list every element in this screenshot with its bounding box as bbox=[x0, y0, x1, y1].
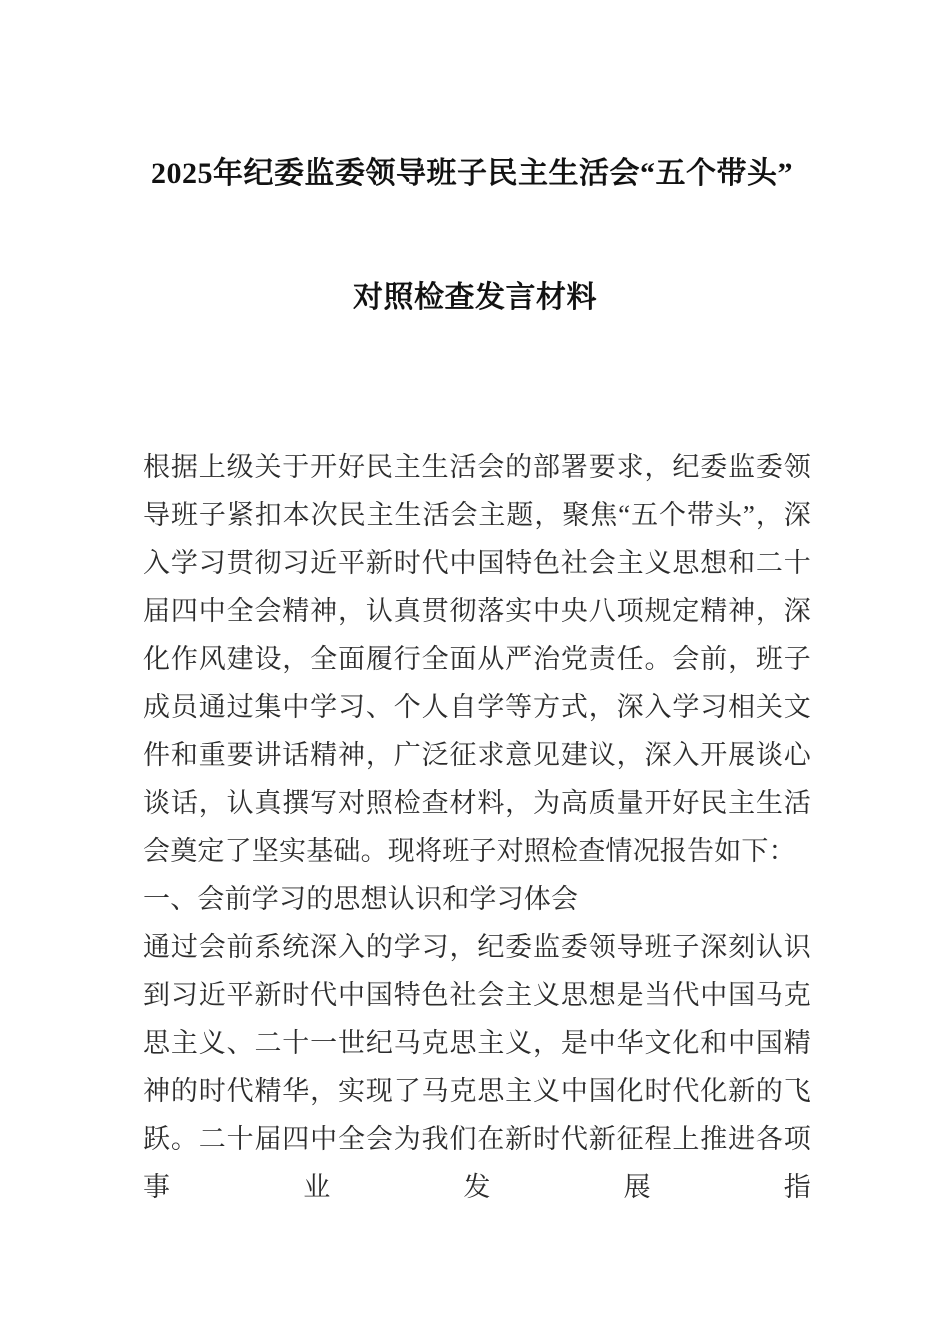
body-paragraph-intro: 根据上级关于开好民主生活会的部署要求，纪委监委领导班子紧扣本次民主生活会主题，聚焦“五个带头”，深入学习贯彻习近平新时代中国特色社会主义思想和二十届四中全会精神，认真贯彻落实中央八项规定精神，深化作风建设，全面履行全面从严治党责任。会前，班子成员通过集中学习、个人自学等方式，深入学习相关文件和重要讲话精神，广泛征求意见建议，深入开展谈心谈话，认真撰写对照检查材料，为高质量开好民主生活会奠定了坚实基础。现将班子对照检查情况报告如下： bbox=[143, 452, 811, 866]
section-heading-one: 一、会前学习的思想认识和学习体会 bbox=[143, 884, 579, 914]
document-title-line-1: 2025年纪委监委领导班子民主生活会“五个带头” bbox=[151, 157, 793, 190]
document-title-line-2: 对照检查发言材料 bbox=[353, 281, 597, 314]
section-one-paragraph-1: 通过会前系统深入的学习，纪委监委领导班子深刻认识到习近平新时代中国特色社会主义思想是当代中国马克思主义、二十一世纪马克思主义，是中华文化和中国精神的时代精华，实现了马克思主义中国化时代化新的飞跃。二十届四中全会为我们在新时代新征程上推进各项事业发展指 bbox=[143, 932, 811, 1202]
document-body bbox=[143, 443, 811, 1211]
document-title-block bbox=[143, 152, 807, 320]
